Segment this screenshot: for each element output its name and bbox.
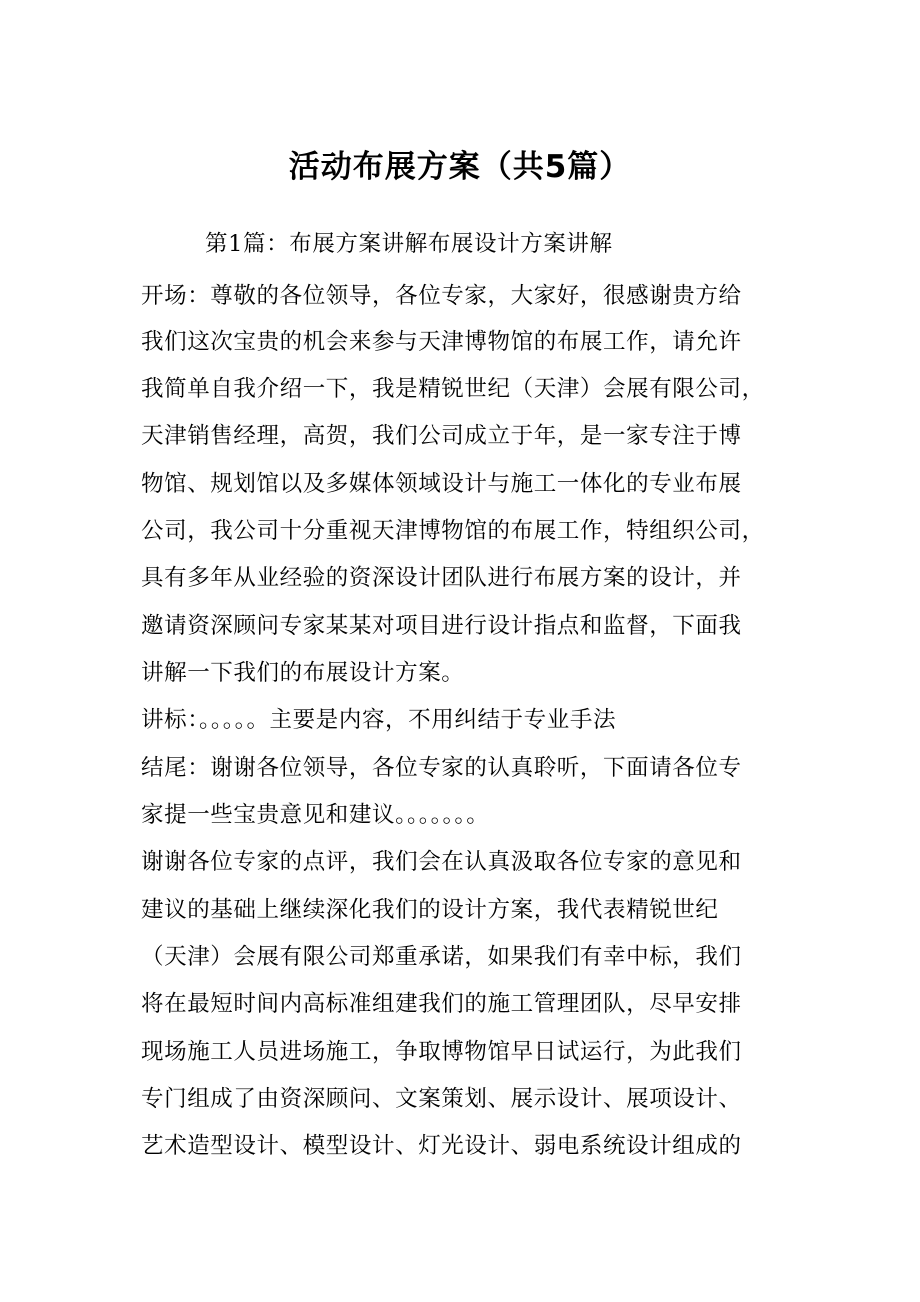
paragraph-line: 专门组成了由资深顾问、文案策划、展示设计、展项设计、 (141, 1086, 742, 1112)
paragraph-line: 公司，我公司十分重视天津博物馆的布展工作，特组织公司， (141, 518, 765, 544)
paragraph-line: 现场施工人员进场施工，争取博物馆早日试运行，为此我们 (141, 1039, 742, 1065)
paragraph-line: 邀请资深顾问专家某某对项目进行设计指点和监督，下面我 (141, 613, 742, 639)
paragraph-line: 结尾：谢谢各位领导，各位专家的认真聆听，下面请各位专 (141, 755, 742, 781)
paragraph-line: 天津销售经理，高贺，我们公司成立于年，是一家专注于博 (141, 423, 742, 449)
paragraph-line: 艺术造型设计、模型设计、灯光设计、弱电系统设计组成的 (141, 1133, 742, 1159)
paragraph-line: 家提一些宝贵意见和建议。。。。。。。 (141, 802, 490, 828)
paragraph-line: 讲标：。。。。。主要是内容，不用纠结于专业手法 (141, 707, 617, 733)
section-heading: 第1篇：布展方案讲解布展设计方案讲解 (205, 231, 613, 257)
paragraph-line: （天津）会展有限公司郑重承诺，如果我们有幸中标，我们 (141, 944, 742, 970)
paragraph-line: 讲解一下我们的布展设计方案。 (141, 660, 465, 686)
paragraph-line: 开场：尊敬的各位领导，各位专家，大家好，很感谢贵方给 (141, 283, 742, 309)
paragraph-line: 将在最短时间内高标准组建我们的施工管理团队，尽早安排 (141, 991, 742, 1017)
paragraph-line: 建议的基础上继续深化我们的设计方案，我代表精锐世纪 (141, 897, 719, 923)
document-title: 活动布展方案（共5篇） (288, 149, 632, 185)
paragraph-line: 谢谢各位专家的点评，我们会在认真汲取各位专家的意见和 (141, 849, 742, 875)
paragraph-line: 我们这次宝贵的机会来参与天津博物馆的布展工作，请允许 (141, 329, 742, 355)
paragraph-line: 我简单自我介绍一下，我是精锐世纪（天津）会展有限公司， (141, 376, 765, 402)
paragraph-line: 具有多年从业经验的资深设计团队进行布展方案的设计，并 (141, 565, 742, 591)
paragraph-line: 物馆、规划馆以及多媒体领域设计与施工一体化的专业布展 (141, 471, 742, 497)
